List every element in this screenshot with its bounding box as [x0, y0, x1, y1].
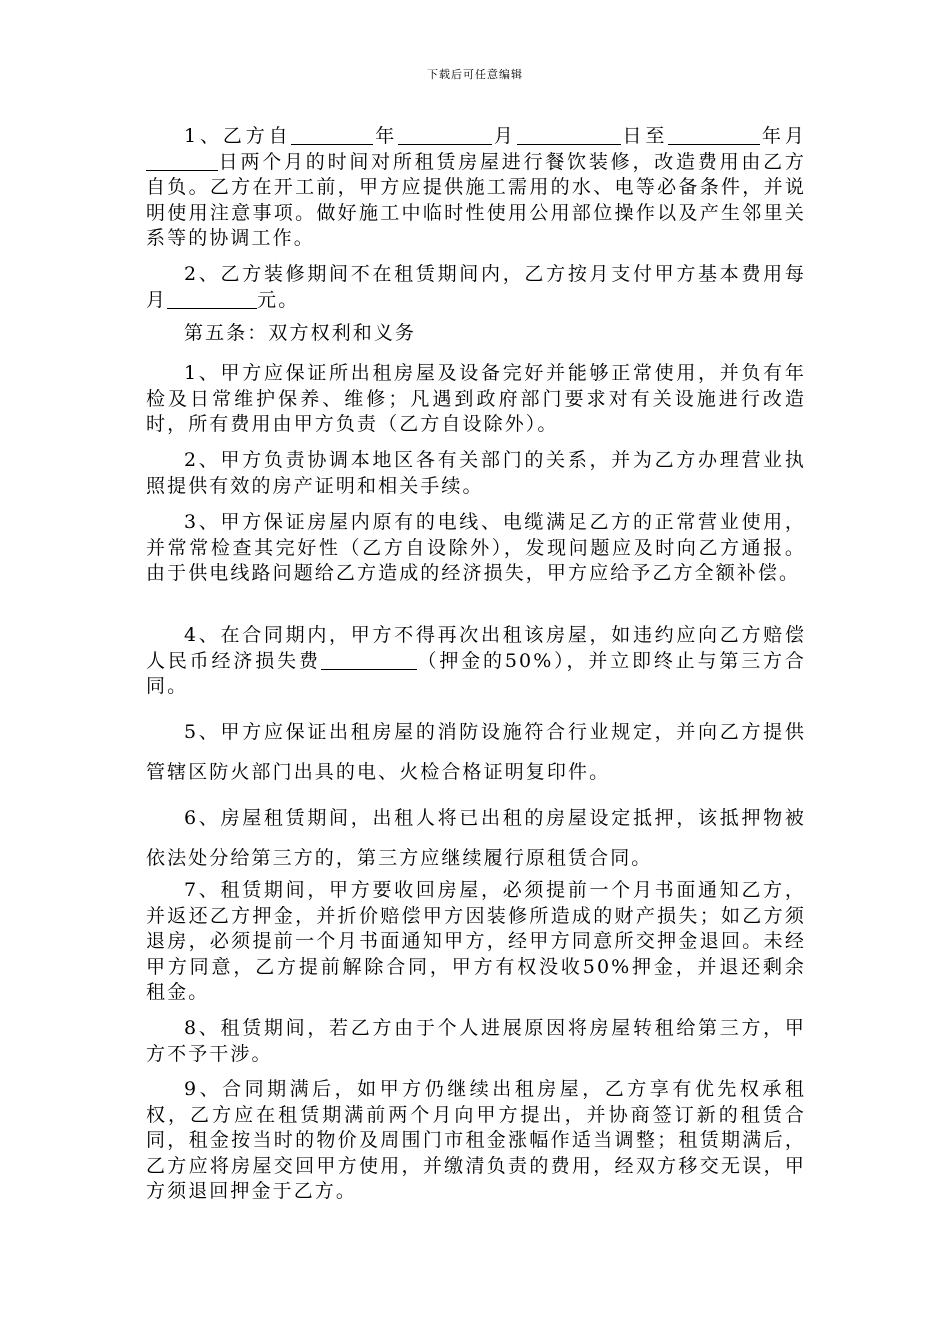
blank-end-year[interactable] [668, 126, 760, 145]
clause-text: （押金的50%），并立即终止与第三方合同。 [146, 649, 806, 697]
clause-text: 年月 [760, 125, 806, 147]
clause-text: 2、乙方装修期间不在租赁期间内，乙方按月支付甲方基本费用每月 [146, 263, 806, 311]
clause-text: 1、乙方自 [184, 125, 292, 147]
section-5-title: 第五条：双方权利和义务 [184, 322, 417, 344]
page-header: 下载后可任意编辑 [427, 68, 523, 81]
clause-5-item-3: 3、甲方保证房屋内原有的电线、电缆满足乙方的正常营业使用，并常常检查其完好性（乙方自设除外），发现问题应及时向乙方通报。由于供电线路问题给乙方造成的经济损失，甲方应给予乙方全额补偿。 [146, 511, 806, 584]
clause-4-item-2 [146, 262, 806, 313]
clause-5-item-4 [146, 623, 806, 700]
blank-monthly-fee[interactable] [167, 290, 257, 309]
blank-compensation[interactable] [321, 651, 417, 670]
clause-5-item-1: 1、甲方应保证所出租房屋及设备完好并能够正常使用，并负有年检及日常维护保养、维修；凡遇到政府部门要求对有关设施进行改造时，所有费用由甲方负责（乙方自设除外）。 [146, 362, 806, 435]
clause-5-item-8: 8、租赁期间，若乙方由于个人进展原因将房屋转租给第三方，甲方不予干涉。 [146, 1017, 806, 1065]
clause-5-item-2: 2、甲方负责协调本地区各有关部门的关系，并为乙方办理营业执照提供有效的房产证明和相关手续。 [146, 449, 806, 497]
clause-text: 元。 [257, 288, 300, 311]
clause-4-item-1 [146, 124, 806, 252]
clause-5-item-7: 7、租赁期间，甲方要收回房屋，必须提前一个月书面通知乙方，并返还乙方押金，并折价赔偿甲方因装修所造成的财产损失；如乙方须退房，必须提前一个月书面通知甲方，经甲方同意所交押金退回。未经甲方同意，乙方提前解除合同，甲方有权没收50%押金，并退还剩余租金。 [146, 879, 806, 1003]
blank-start-day[interactable] [517, 126, 621, 145]
blank-start-month[interactable] [398, 126, 492, 145]
blank-start-year[interactable] [291, 126, 373, 145]
clause-5-item-6: 6、房屋租赁期间，出租人将已出租的房屋设定抵押，该抵押物被依法处分给第三方的，第三方应继续履行原租赁合同。 [146, 807, 806, 869]
clause-text: 4、在合同期内，甲方不得再次出租该房屋，如违约应向乙方赔偿人民币经济损失费 [146, 624, 806, 672]
clause-text: 年 [373, 125, 399, 147]
clause-text: 日两个月的时间对所租赁房屋进行餐饮装修，改造费用由乙方自负。乙方在开工前，甲方应提供施工需用的水、电等必备条件，并说明使用注意事项。做好施工中临时性使用公用部位操作以及产生邻里关系等的协调工作。 [146, 150, 806, 249]
clause-5-item-5: 5、甲方应保证出租房屋的消防设施符合行业规定，并向乙方提供管辖区防火部门出具的电、火检合格证明复印件。 [146, 721, 806, 783]
blank-end-month[interactable] [146, 152, 218, 171]
clause-text: 日至 [620, 125, 669, 147]
clause-5-item-9: 9、合同期满后，如甲方仍继续出租房屋，乙方享有优先权承租权，乙方应在租赁期满前两个月向甲方提出，并协商签订新的租赁合同，租金按当时的物价及周围门市租金涨幅作适当调整；租赁期满后，乙方应将房屋交回甲方使用，并缴清负责的费用，经双方移交无误，甲方须退回押金于乙方。 [146, 1078, 806, 1202]
clause-text: 月 [492, 125, 517, 147]
